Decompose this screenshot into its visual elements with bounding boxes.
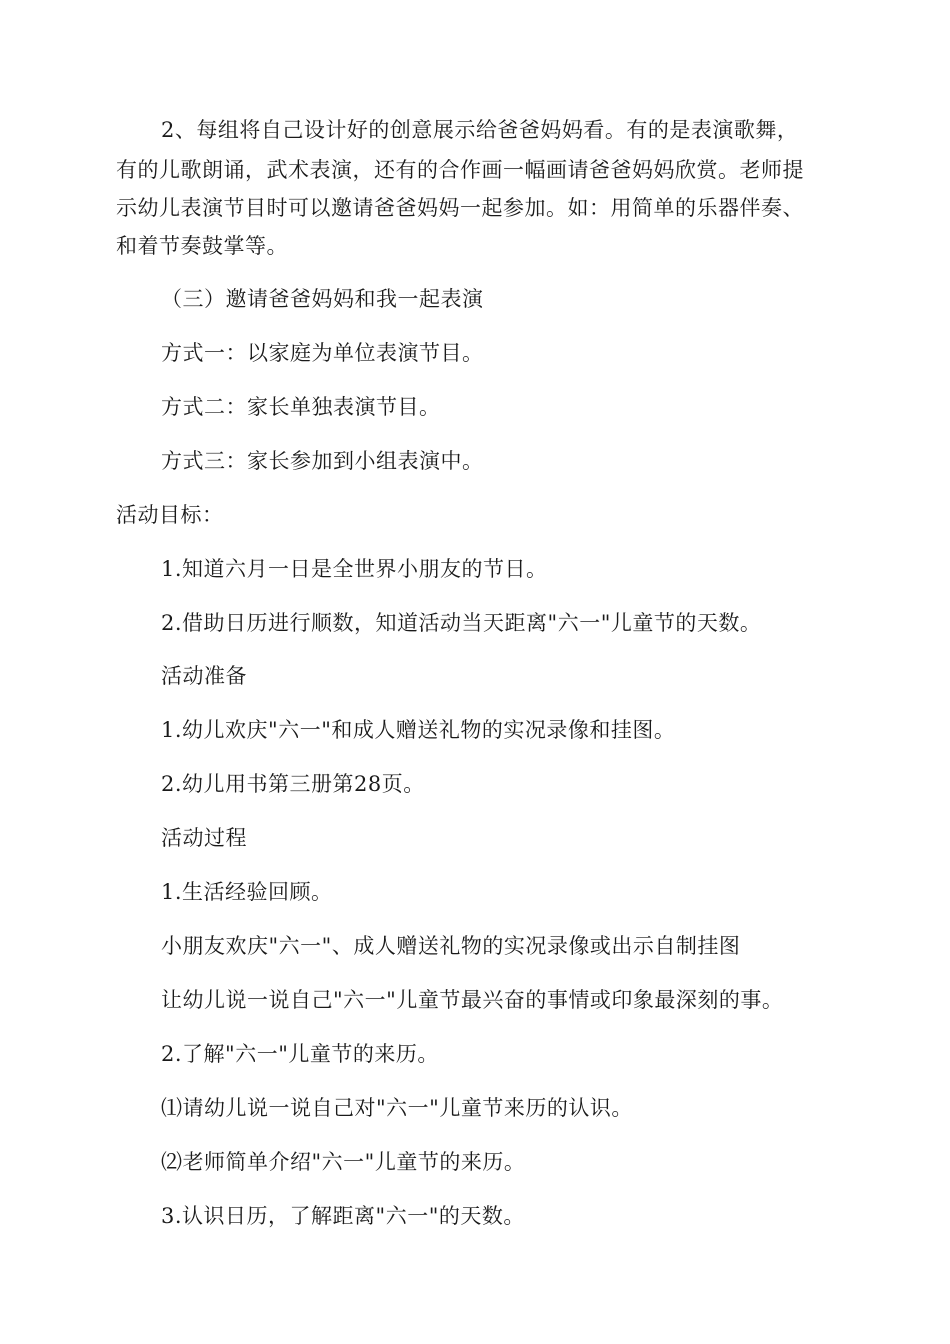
goal-2: 2.借助日历进行顺数，知道活动当天距离"六一"儿童节的天数。 [161,611,762,635]
process-step-1: 1.生活经验回顾。 [161,880,333,904]
process-step-1-detail-b: 让幼儿说一说自己"六一"儿童节最兴奋的事情或印象最深刻的事。 [161,988,784,1012]
para1-line2: 有的儿歌朗诵，武术表演，还有的合作画一幅画请爸爸妈妈欣赏。老师提 [116,158,804,182]
process-heading: 活动过程 [161,826,247,850]
process-step-2-sub-1: ⑴请幼儿说一说自己对"六一"儿童节来历的认识。 [161,1096,633,1120]
prep-2: 2.幼儿用书第三册第28页。 [161,772,425,796]
mode-3: 方式三：家长参加到小组表演中。 [161,449,484,473]
prep-1: 1.幼儿欢庆"六一"和成人赠送礼物的实况录像和挂图。 [161,718,676,742]
para1-line3: 示幼儿表演节目时可以邀请爸爸妈妈一起参加。如：用简单的乐器伴奏、 [116,196,804,220]
mode-2: 方式二：家长单独表演节目。 [161,395,441,419]
process-step-3: 3.认识日历，了解距离"六一"的天数。 [161,1204,525,1228]
process-step-2-sub-2: ⑵老师简单介绍"六一"儿童节的来历。 [161,1150,526,1174]
goal-1: 1.知道六月一日是全世界小朋友的节日。 [161,557,548,581]
goals-heading: 活动目标： [116,503,224,527]
prep-heading: 活动准备 [161,664,247,688]
mode-1: 方式一：以家庭为单位表演节目。 [161,341,484,365]
process-step-1-detail-a: 小朋友欢庆"六一"、成人赠送礼物的实况录像或出示自制挂图 [161,934,741,958]
section3-heading: （三）邀请爸爸妈妈和我一起表演 [161,287,484,311]
para1-line1: 2、每组将自己设计好的创意展示给爸爸妈妈看。有的是表演歌舞， [161,118,799,142]
process-step-2: 2.了解"六一"儿童节的来历。 [161,1042,439,1066]
para1-line4: 和着节奏鼓掌等。 [116,234,288,258]
